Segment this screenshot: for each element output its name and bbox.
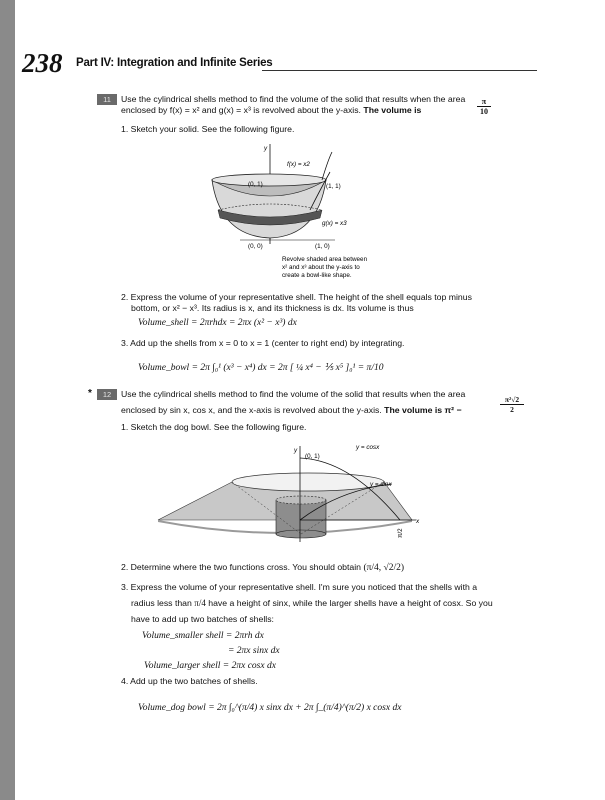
pi-over-4: π/4	[194, 598, 206, 608]
problem-12-step2-text: 2. Determine where the two functions cross. You should obtain	[121, 562, 362, 572]
intersection-point: (π/4, √2/2)	[363, 563, 405, 573]
volume-smaller-shell-eq: Volume_smaller shell = 2πrh dx	[142, 631, 264, 641]
problem-12-step1: 1. Sketch the dog bowl. See the following figure.	[121, 422, 307, 432]
bowl-caption-3: create a bowl-like shape.	[282, 272, 352, 279]
pi-over-2-label: π/2	[397, 528, 404, 538]
f-curve	[322, 152, 332, 180]
problem-12-step3-line2	[131, 598, 493, 609]
problem-11-line1: Use the cylindrical shells method to find the volume of the solid that results when the area	[121, 94, 466, 104]
problem-12-step2	[121, 562, 404, 574]
volume-larger-shell-eq: Volume_larger shell = 2πx cosx dx	[144, 661, 276, 671]
f-label: f(x) = x2	[287, 161, 310, 168]
part-title: Part IV: Integration and Infinite Series	[76, 57, 273, 69]
bowl-figure	[200, 140, 390, 280]
problem-11-answer-label: The volume is	[363, 105, 422, 115]
problem-12-step3-line3: have to add up two batches of shells:	[131, 614, 274, 624]
problem-11-volume-shell-eq: Volume_shell = 2πrhdx = 2πx (x² − x³) dx	[138, 318, 297, 328]
cos-label: y = cosx	[356, 444, 380, 451]
problem-12-answer-den: 2	[510, 405, 514, 414]
problem-11-step3: 3. Add up the shells from x = 0 to x = 1 (center to right end) by integrating.	[121, 338, 405, 348]
dog-bowl-pt-01: (0, 1)	[305, 453, 320, 460]
problem-11-volume-bowl-eq: Volume_bowl = 2π ∫₀¹ (x³ − x⁴) dx = 2π [ ¼ x⁴ − ⅕ x⁵ ]₀¹ = π/10	[138, 363, 384, 373]
bowl-pt-11: (1, 1)	[326, 183, 341, 190]
problem-12-answer-num: π²√2	[500, 396, 524, 405]
dog-bowl-y-label: y	[294, 447, 298, 454]
volume-smaller-shell-eq2: = 2πx sinx dx	[228, 646, 280, 656]
problem-12-badge: 12	[97, 389, 117, 400]
problem-12-line1: Use the cylindrical shells method to find the volume of the solid that results when the area	[121, 389, 466, 399]
problem-11-badge: 11	[97, 94, 117, 105]
problem-12-step3-line2a: radius less than	[131, 598, 192, 608]
problem-12-answer-label: The volume is π² −	[384, 405, 462, 415]
problem-11-answer-fraction	[477, 98, 491, 116]
bowl-rim	[212, 174, 326, 186]
problem-12-step3-line1: 3. Express the volume of your representative shell. I'm sure you noticed that the shells with a	[121, 582, 478, 592]
problem-12-step3-line2b: have a height of sinx, while the larger shells have a height of cosx. So you	[208, 598, 493, 608]
problem-12-line2-text: enclosed by sin x, cos x, and the x-axis is revolved about the y-axis.	[121, 405, 385, 415]
problem-12-line2	[121, 405, 462, 416]
problem-12-step4: 4. Add up the two batches of shells.	[121, 676, 258, 686]
dog-bowl-figure	[150, 440, 430, 560]
problem-11-answer-num: π	[477, 98, 491, 107]
problem-11-answer-den: 10	[480, 107, 488, 116]
problem-12-answer-fraction	[500, 396, 524, 414]
problem-12-star: *	[88, 388, 92, 399]
g-label: g(x) = x3	[322, 220, 347, 227]
problem-11-step1: 1. Sketch your solid. See the following figure.	[121, 124, 295, 134]
bowl-pt-00: (0, 0)	[248, 243, 263, 250]
problem-11-line2	[121, 105, 421, 116]
volume-dog-bowl-eq: Volume_dog bowl = 2π ∫₀^(π/4) x sinx dx + 2π ∫_(π/4)^(π/2) x cosx dx	[138, 703, 402, 713]
header-rule	[262, 70, 537, 71]
bowl-caption-2: x² and x³ about the y-axis to	[282, 264, 360, 271]
problem-11-step2-line1: 2. Express the volume of your representative shell. The height of the shell equals top minus	[121, 292, 472, 302]
problem-11-step2-line2: bottom, or x² − x³. Its radius is x, and its thickness is dx. Its volume is thus	[131, 303, 414, 313]
dog-bowl-shell-cylinder	[276, 500, 326, 534]
sin-label: y = sinx	[370, 481, 392, 488]
bowl-caption-1: Revolve shaded area between	[282, 256, 368, 263]
bowl-pt-10: (1, 0)	[315, 243, 330, 250]
problem-11-line2-text: enclosed by f(x) = x² and g(x) = x³ is revolved about the y-axis.	[121, 105, 364, 115]
dog-bowl-x-label: x	[416, 518, 420, 525]
bowl-pt-01: (0, 1)	[248, 181, 263, 188]
bowl-y-label: y	[264, 145, 268, 152]
page-number: 238	[22, 48, 63, 78]
page-edge-bar	[0, 0, 15, 800]
